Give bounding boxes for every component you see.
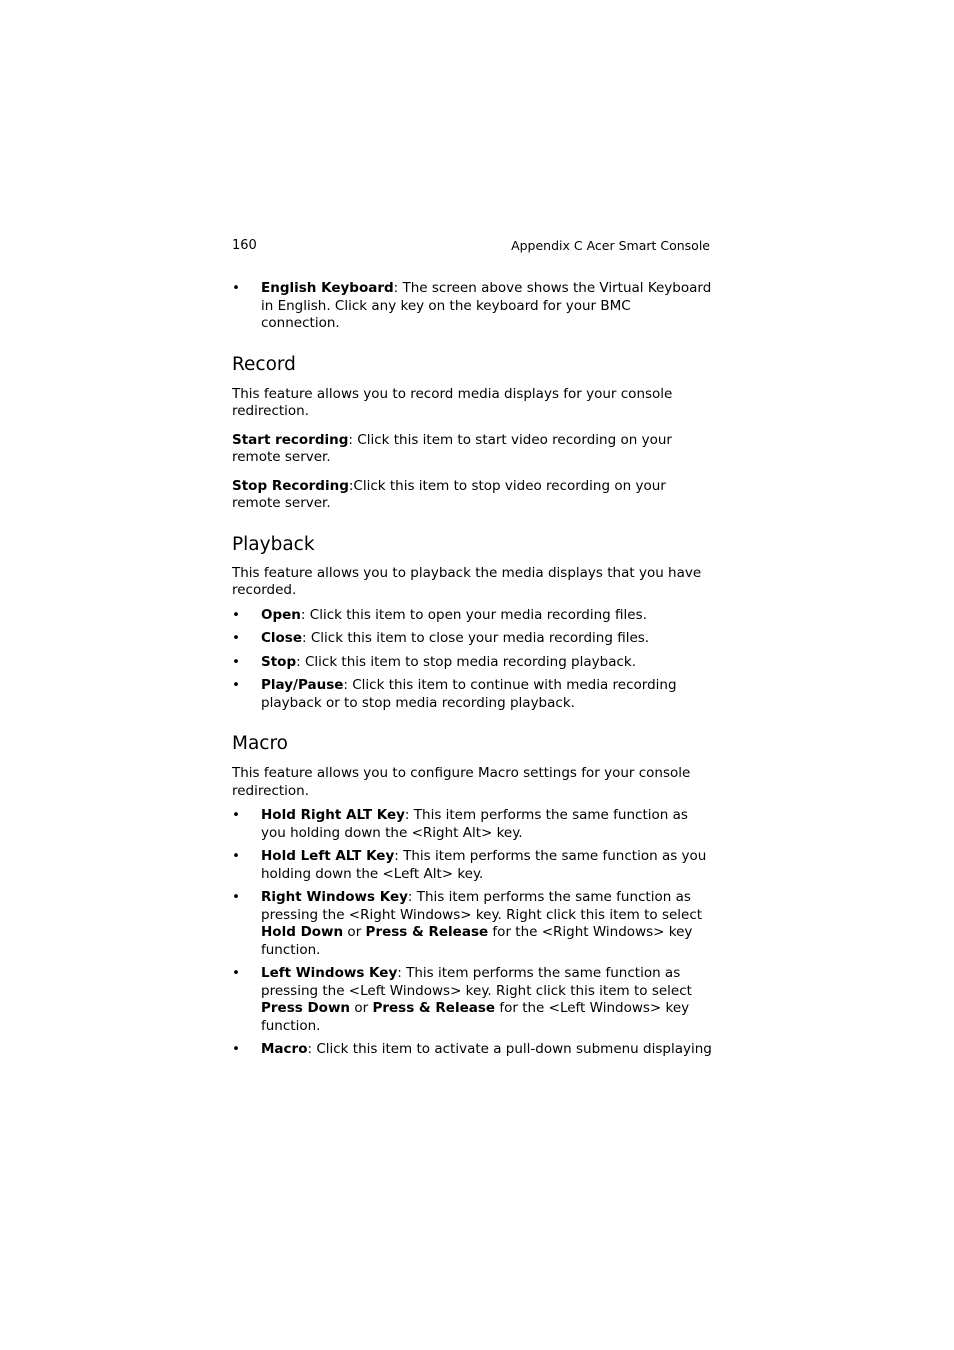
desc-right-windows-1: : This item performs the same function as pressing the <Right Windows> key. Right click this item to select [261,889,703,923]
bullet-icon: • [232,1041,240,1057]
term-hold-right-alt: Hold Right ALT Key [261,807,405,823]
term-stop-recording: Stop Recording [232,477,349,494]
bullet-icon: • [232,677,240,693]
desc-right-windows-3: for the <Right Windows> key function. [261,924,693,958]
list-item [232,889,712,959]
term-open: Open [261,606,301,623]
desc-left-windows-3: for the <Left Windows> key function. [261,1000,690,1034]
start-recording-item [232,432,712,467]
list-item [232,607,712,625]
bullet-icon: • [232,889,240,905]
bullet-english-keyboard [232,280,712,333]
desc-open: : Click this item to open your media recording files. [300,606,647,623]
term-start-recording: Start recording [232,431,349,448]
bullet-icon: • [232,280,240,296]
list-item [232,677,712,712]
desc-stop: : Click this item to stop media recording playback. [296,653,637,670]
list-item [232,1041,712,1059]
heading-macro: Macro [232,733,288,754]
term-close: Close [261,630,303,646]
heading-playback: Playback [232,533,315,555]
page-number: 160 [232,238,257,253]
bullet-icon: • [232,807,240,823]
desc-macro: : Click this item to activate a pull-down submenu displaying [307,1041,712,1057]
desc-right-windows-2: or [343,924,366,940]
list-item [232,965,712,1035]
term-right-windows: Right Windows Key [261,889,408,905]
desc-hold-right-alt: : This item performs the same function as you holding down the <Right Alt> key. [261,807,688,841]
desc-play-pause: : Click this item to continue with media recording playback or to stop media recording playback. [261,677,677,711]
option-press-release: Press & Release [372,1000,496,1016]
running-head: Appendix C Acer Smart Console [511,238,710,253]
term-play-pause: Play/Pause [261,677,344,693]
bullet-icon: • [232,630,240,646]
macro-description: This feature allows you to configure Macro settings for your console redirection. [232,765,691,799]
heading-record: Record [232,353,296,375]
bullet-icon: • [232,965,240,981]
term-english-keyboard: English Keyboard [261,280,394,296]
bullet-icon: • [232,606,240,623]
desc-close: : Click this item to close your media recording files. [302,630,650,646]
list-item [232,807,712,842]
option-press-release: Press & Release [365,924,489,940]
option-hold-down: Hold Down [261,924,344,940]
desc-stop-recording: :Click this item to stop video recording on your remote server. [232,477,666,511]
term-hold-left-alt: Hold Left ALT Key [261,848,395,864]
record-description: This feature allows you to record media displays for your console redirection. [232,385,673,419]
playback-description: This feature allows you to playback the media displays that you have recorded. [232,564,702,598]
term-left-windows: Left Windows Key [261,965,398,981]
desc-english-keyboard: : The screen above shows the Virtual Keyboard in English. Click any key on the keyboard for your BMC connection. [261,280,712,331]
bullet-icon: • [232,653,240,670]
desc-hold-left-alt: : This item performs the same function as you holding down the <Left Alt> key. [261,848,707,882]
option-press-down: Press Down [261,1000,351,1016]
bullet-icon: • [232,848,240,864]
term-stop: Stop [261,653,297,670]
term-macro: Macro [261,1041,308,1057]
stop-recording-item [232,478,712,513]
list-item [232,630,712,648]
desc-left-windows-1: : This item performs the same function as pressing the <Left Windows> key. Right click this item to select [261,965,692,999]
list-item [232,654,712,672]
desc-left-windows-2: or [350,1000,373,1016]
page-body [232,280,712,1059]
list-item [232,848,712,883]
desc-start-recording: : Click this item to start video recording on your remote server. [232,431,672,465]
